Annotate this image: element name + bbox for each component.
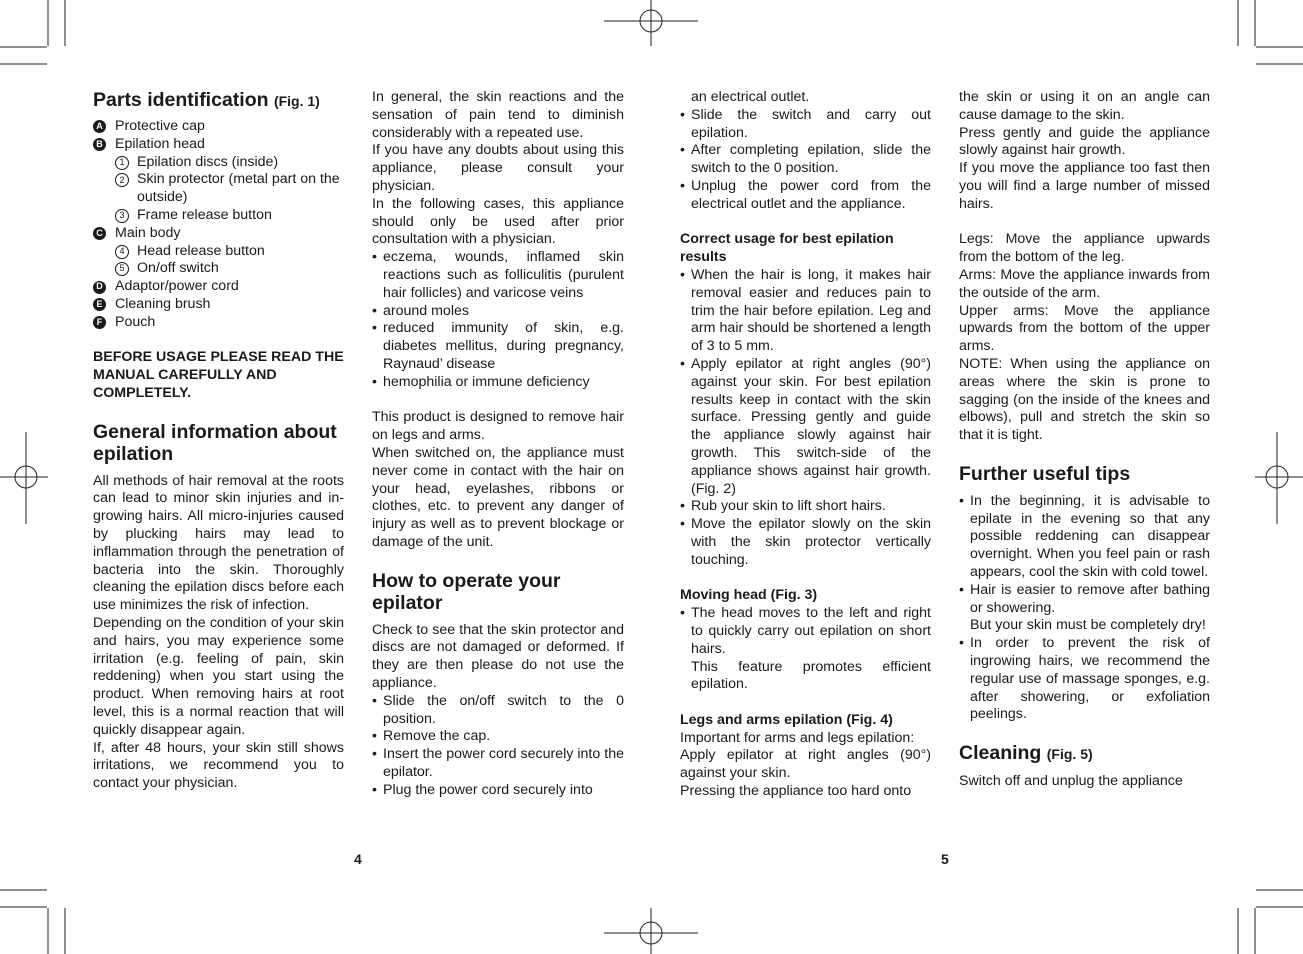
column-2 xyxy=(372,89,624,799)
list-item: • Apply epilator at right angles (90°) against your skin. For best epilation results keep in contact with the skin surface. Pressing gently and guide the appliance slowly against hair growth. This switch-side of the appliance shows against hair growth. (Fig. 2) xyxy=(680,355,931,497)
paragraph: This feature promotes efficient epilation. xyxy=(691,658,931,693)
list-item: • hemophilia or immune deficiency xyxy=(372,373,590,390)
list-item: • The head moves to the left and right to quickly carry out epilation on short hairs. xyxy=(680,605,931,657)
paragraph: Depending on the condition of your skin and hairs, you may experience some irritation (e.g. feeling of pain, skin reddening) when you start using the product. When removing hairs at root level, this is a normal reaction that will quickly disappear again. xyxy=(93,614,344,738)
column-1 xyxy=(93,89,344,793)
cleaning-heading: Cleaning (Fig. 5) xyxy=(959,741,1093,764)
paragraph: If, after 48 hours, your skin still shows irritations, we recommend you to contact your physician. xyxy=(93,739,344,792)
sub-part-item: 4 Head release button xyxy=(93,243,344,261)
paragraph: If you move the appliance too fast then you will find a large number of missed hairs. xyxy=(959,160,1210,212)
paragraph: Check to see that the skin protector and discs are not damaged or deformed. If they are then please do not use the appliance. xyxy=(372,621,624,691)
general-heading: General information about epilation xyxy=(93,420,337,465)
page-number-left: 4 xyxy=(354,851,362,867)
paragraph: Switch off and unplug the appliance xyxy=(959,772,1183,789)
letter-badge: F xyxy=(93,316,106,329)
list-item: • After completing epilation, slide the switch to the 0 position. xyxy=(680,142,931,177)
moving-head-heading: Moving head (Fig. 3) xyxy=(680,587,818,604)
paragraph: Important for arms and legs epilation: xyxy=(680,729,915,746)
number-badge: 1 xyxy=(115,156,129,170)
list-item: • Hair is easier to remove after bathing or showering. xyxy=(959,581,1210,616)
paragraph: NOTE: When using the appliance on areas where the skin is prone to sagging (on the inside of the knees and elbows), pull and stretch the skin so that it is tight. xyxy=(959,355,1210,444)
paragraph: Upper arms: Move the appliance upwards from the bottom of the upper arms. xyxy=(959,302,1210,355)
list-item: • around moles xyxy=(372,302,469,319)
list-item: • Slide the switch and carry out epilation. xyxy=(680,106,931,141)
paragraph: This product is designed to remove hair on legs and arms. xyxy=(372,409,624,444)
sub-part-item: 3 Frame release button xyxy=(93,207,344,225)
number-badge: 4 xyxy=(115,245,129,259)
list-item: • When the hair is long, it makes hair removal easier and reduces pain to trim the hair before epilation. Leg and arm hair should be shortened a length of 3 to 5 mm. xyxy=(680,266,931,355)
sub-part-item: 1 Epilation discs (inside) xyxy=(93,154,344,172)
letter-badge: B xyxy=(93,138,106,151)
warning-text: BEFORE USAGE PLEASE READ THE MANUAL CAREFULLY AND COMPLETELY. xyxy=(93,349,344,401)
tips-heading: Further useful tips xyxy=(959,462,1131,485)
operate-heading: How to operate your epilator xyxy=(372,569,561,614)
list-item: • eczema, wounds, inflamed skin reactions such as folliculitis (purulent hair follicles) and varicose veins xyxy=(372,249,624,301)
paragraph: All methods of hair removal at the roots can lead to minor skin injuries and in-growing hairs. All micro-injuries caused by plucking hairs may lead to inflammation through the penetration of bacteria into the skin. Thoroughly cleaning the epilation discs before each use minimizes the risk of infection. xyxy=(93,472,344,614)
list-item: • reduced immunity of skin, e.g. diabetes mellitus, during pregnancy, Raynaud’ disease xyxy=(372,320,624,372)
column-4 xyxy=(959,89,1210,791)
parts-list xyxy=(93,118,344,332)
paragraph: an electrical outlet. xyxy=(691,89,810,105)
correct-usage-heading: Correct usage for best epilation results xyxy=(680,231,894,266)
part-item: F Pouch xyxy=(93,314,344,332)
paragraph: Pressing the appliance too hard onto xyxy=(680,783,912,800)
part-item: E Cleaning brush xyxy=(93,296,344,314)
number-badge: 5 xyxy=(115,262,129,276)
paragraph: Arms: Move the appliance inwards from the outside of the arm. xyxy=(959,266,1210,301)
part-item: D Adaptor/power cord xyxy=(93,278,344,296)
page-number-right: 5 xyxy=(941,851,949,867)
list-item: • In order to prevent the risk of ingrowing hairs, we recommend the regular use of massage sponges, e.g. after showering, or exfoliation peelings. xyxy=(959,635,1210,723)
list-item: • Slide the on/off switch to the 0 position. xyxy=(372,692,624,727)
part-item: B Epilation head xyxy=(93,136,344,154)
list-item: • Insert the power cord securely into the epilator. xyxy=(372,746,624,780)
legs-arms-heading: Legs and arms epilation (Fig. 4) xyxy=(680,711,893,728)
list-item: • Remove the cap. xyxy=(372,728,491,745)
sub-part-item: 5 On/off switch xyxy=(93,260,344,278)
list-item: • Unplug the power cord from the electrical outlet and the appliance. xyxy=(680,177,931,212)
sub-part-item: 2 Skin protector (metal part on the outside) xyxy=(93,171,344,207)
paragraph: If you have any doubts about using this appliance, please consult your physician. xyxy=(372,142,624,194)
letter-badge: A xyxy=(93,120,106,133)
paragraph: In general, the skin reactions and the sensation of pain tend to diminish considerably with a repeated use. xyxy=(372,89,624,141)
letter-badge: D xyxy=(93,281,106,294)
column-3 xyxy=(680,89,931,801)
parts-heading: Parts identification (Fig. 1) xyxy=(93,89,320,111)
list-item: • Plug the power cord securely into xyxy=(372,781,593,798)
paragraph: Apply epilator at right angles (90°) against your skin. xyxy=(680,747,931,782)
paragraph: Legs: Move the appliance upwards from the bottom of the leg. xyxy=(959,231,1210,266)
number-badge: 2 xyxy=(115,173,129,187)
part-item: A Protective cap xyxy=(93,118,344,136)
list-item: • Rub your skin to lift short hairs. xyxy=(680,498,886,515)
paragraph: When switched on, the appliance must never come in contact with the hair on your head, eyelashes, ribbons or clothes, etc. to prevent any danger of injury as well as to prevent blockage or damage of the unit. xyxy=(372,444,624,550)
letter-badge: C xyxy=(93,227,106,240)
letter-badge: E xyxy=(93,298,106,311)
part-item: C Main body xyxy=(93,225,344,243)
number-badge: 3 xyxy=(115,209,129,223)
paragraph: the skin or using it on an angle can cause damage to the skin. xyxy=(959,89,1210,123)
list-item: • In the beginning, it is advisable to epilate in the evening so that any possible reddening can disappear overnight. When you feel pain or rash appears, cool the skin with cold towel. xyxy=(959,492,1210,580)
paragraph: Press gently and guide the appliance slowly against hair growth. xyxy=(959,124,1210,159)
list-item: • Move the epilator slowly on the skin with the skin protector vertically touching. xyxy=(680,516,931,568)
paragraph: In the following cases, this appliance should only be used after prior consultation with a physician. xyxy=(372,195,624,248)
paragraph: But your skin must be completely dry! xyxy=(970,617,1206,634)
